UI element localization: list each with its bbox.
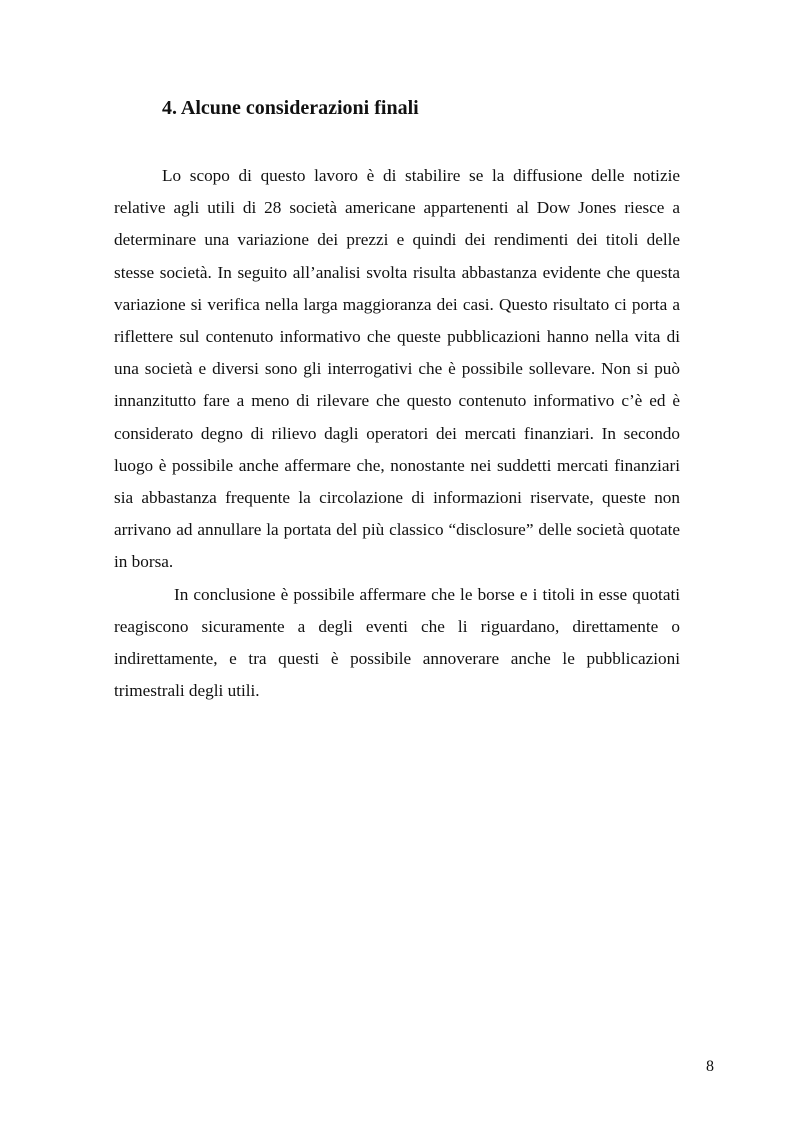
paragraph-1: Lo scopo di questo lavoro è di stabilire se la diffusione delle notizie relative agli utili di 28 società americane appartenenti al Dow Jones riesce a determinare una variazione dei prezzi e quindi dei rendimenti dei titoli delle stesse società. In seguito all’analisi svolta risulta abbastanza evidente che questa variazione si verifica nella larga maggioranza dei casi. Questo risultato ci porta a riflettere sul contenuto informativo che queste pubblicazioni hanno nella vita di una società e diversi sono gli interrogativi che è possibile sollevare. Non si può innanzitutto fare a meno di rilevare che questo contenuto informativo c’è ed è considerato degno di rilievo dagli operatori dei mercati finanziari. In secondo luogo è possibile anche affermare che, nonostante nei suddetti mercati finanziari sia abbastanza frequente la circolazione di informazioni riservate, queste non arrivano ad annullare la portata del più classico “disclosure” delle società quotate in borsa. bbox=[114, 166, 680, 572]
page-number: 8 bbox=[706, 1058, 714, 1075]
body-text bbox=[114, 160, 680, 707]
section-heading: 4. Alcune considerazioni finali bbox=[162, 97, 419, 119]
paragraph-2: In conclusione è possibile affermare che le borse e i titoli in esse quotati reagiscono sicuramente a degli eventi che li riguardano, direttamente o indirettamente, e tra questi è possibile annoverare anche le pubblicazioni trimestrali degli utili. bbox=[114, 584, 680, 701]
